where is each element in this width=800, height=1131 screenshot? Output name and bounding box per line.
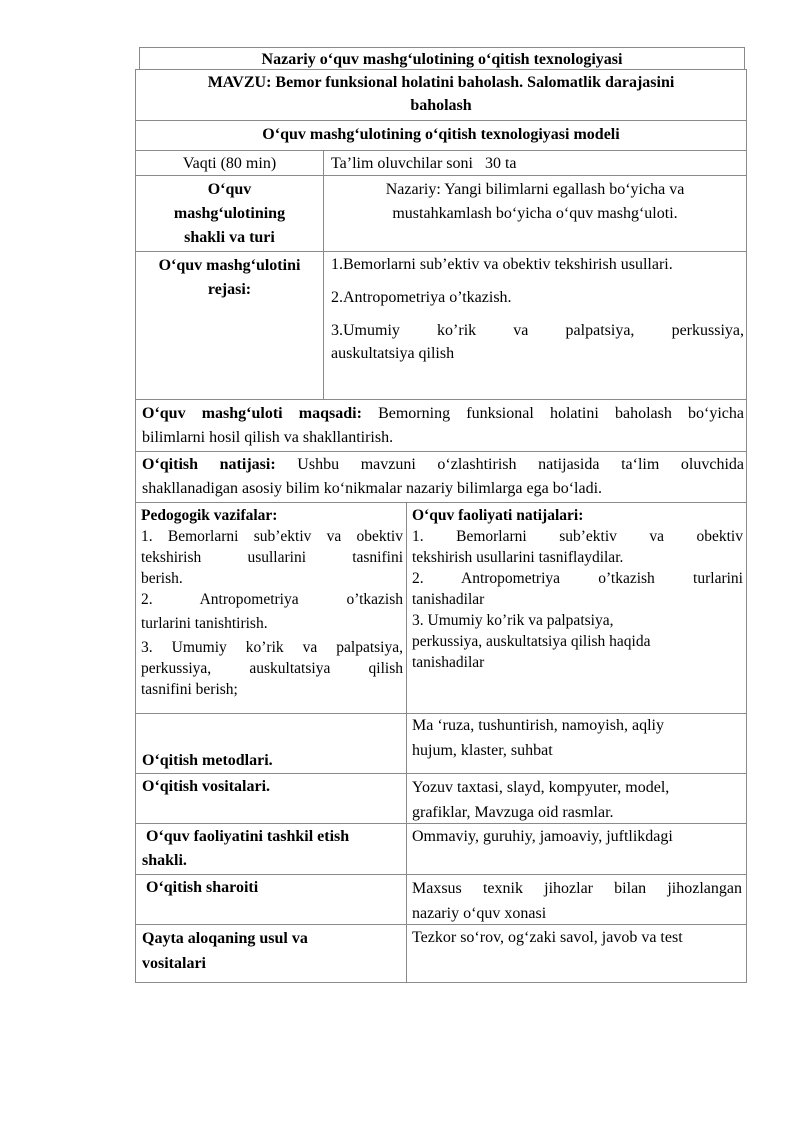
form-label-line: shakli va turi — [184, 229, 275, 246]
feedback-label — [142, 926, 404, 976]
plan-list — [331, 253, 744, 365]
model-title: O‘quv mashg‘ulotining o‘qitish texnologiyasi modeli — [262, 126, 620, 143]
form-value-line: mustahkamlash bo‘yicha o‘quv mashg‘uloti. — [392, 205, 678, 222]
table-border — [135, 874, 747, 875]
outcome-line: 2. Antropometriya o’tkazish turlarini — [412, 570, 743, 587]
time-label: Vaqti (80 min) — [182, 155, 277, 172]
form-value — [326, 178, 744, 226]
conditions-line: nazariy o‘quv xonasi — [412, 905, 547, 922]
table-border — [135, 502, 747, 503]
task-line: tekshirish usullarini tasnifini — [141, 549, 403, 566]
task-line: berish. — [141, 570, 183, 587]
task-line: turlarini tanishtirish. — [141, 615, 268, 632]
methods-value — [412, 713, 742, 763]
goal-row — [142, 402, 744, 450]
table-border — [135, 399, 747, 400]
table-border — [744, 47, 745, 69]
outcome-line: tanishadilar — [412, 591, 485, 608]
outcome-line: tanishadilar — [412, 654, 485, 671]
table-border — [135, 251, 747, 252]
tools-label: O‘qitish vositalari. — [142, 778, 271, 795]
result-row — [142, 453, 744, 501]
conditions-value — [412, 876, 742, 926]
plan-item: 1.Bemorlarni sub’ektiv va obektiv tekshirish usullari. — [331, 256, 673, 273]
conditions-label: O‘qitish sharoiti — [142, 879, 259, 896]
table-border — [135, 451, 747, 452]
form-label — [136, 178, 323, 250]
result-label: O‘qitish natijasi: — [142, 456, 276, 473]
organization-label-line: O‘quv faoliyatini tashkil etish — [142, 828, 350, 845]
goal-label: O‘quv mashg‘uloti maqsadi: — [142, 405, 362, 422]
feedback-value: Tezkor so‘rov, og‘zaki savol, javob va test — [412, 929, 683, 946]
result-text: Ushbu mavzuni o‘zlashtirish natijasida ta‘lim oluvchida — [275, 456, 745, 473]
form-label-line: mashg‘ulotining — [173, 205, 286, 222]
goal-line: bilimlarni hosil qilish va shakllantirish. — [142, 429, 394, 446]
table-border — [135, 120, 747, 121]
outcomes-title: O‘quv faoliyati natijalari: — [412, 507, 584, 524]
table-border — [746, 69, 747, 983]
organization-value: Ommaviy, guruhiy, jamoaviy, juftlikdagi — [412, 828, 673, 845]
methods-line: hujum, klaster, suhbat — [412, 742, 553, 759]
goal-text: Bemorning funksional holatini baholash bo‘yicha — [361, 405, 744, 422]
organization-label-line: shakli. — [142, 852, 187, 869]
task-line: 1. Bemorlarni sub’ektiv va obektiv — [141, 528, 403, 545]
goal-line — [142, 402, 744, 426]
organization-label — [142, 825, 404, 873]
form-value-line: Nazariy: Yangi bilimlarni egallash bo‘yicha va — [385, 181, 685, 198]
feedback-label-line: Qayta aloqaning usul va — [142, 930, 308, 947]
table-border — [135, 982, 747, 983]
topic-line: baholash — [410, 97, 472, 114]
outcome-line: tekshirish usullarini tasniflaydilar. — [412, 549, 624, 566]
pedagogical-tasks — [141, 505, 403, 700]
task-line: 3. Umumiy ko’rik va palpatsiya, — [141, 639, 403, 656]
plan-item: 3.Umumiy ko’rik va palpatsiya, perkussiya, — [331, 322, 744, 339]
plan-item: 2.Antropometriya o’tkazish. — [331, 289, 512, 306]
outcome-line: perkussiya, auskultatsiya qilish haqida — [412, 633, 651, 650]
methods-line: Ma ‘ruza, tushuntirish, namoyish, aqliy — [412, 717, 664, 734]
result-line — [142, 453, 744, 477]
students-count: Ta’lim oluvchilar soni 30 ta — [331, 155, 517, 172]
outcome-line: 1. Bemorlarni sub’ektiv va obektiv — [412, 528, 743, 545]
plan-label-line: O‘quv mashg‘ulotini — [158, 257, 301, 274]
table-border — [406, 502, 407, 983]
tools-value — [412, 775, 742, 825]
task-line: perkussiya, auskultatsiya qilish — [141, 660, 403, 677]
task-line: tasnifini berish; — [141, 681, 238, 698]
table-border — [135, 773, 747, 774]
table-border — [135, 175, 747, 176]
tools-line: Yozuv taxtasi, slayd, kompyuter, model, — [412, 779, 670, 796]
learning-outcomes — [412, 505, 743, 673]
result-line: shakllanadigan asosiy bilim ko‘nikmalar nazariy bilimlarga ega bo‘ladi. — [142, 480, 603, 497]
table-border — [323, 150, 324, 400]
tools-line: grafiklar, Mavzuga oid rasmlar. — [412, 804, 614, 821]
form-label-line: O‘quv — [207, 181, 252, 198]
feedback-label-line: vositalari — [142, 955, 206, 972]
plan-label — [136, 254, 323, 302]
conditions-line: Maxsus texnik jihozlar bilan jihozlangan — [412, 880, 742, 897]
tasks-title: Pedogogik vazifalar: — [141, 507, 278, 524]
outcome-line: 3. Umumiy ko’rik va palpatsiya, — [412, 612, 614, 629]
topic-heading — [140, 71, 742, 117]
task-line: 2. Antropometriya o’tkazish — [141, 591, 403, 608]
topic-line: MAVZU: Bemor funksional holatini baholash. Salomatlik darajasini — [207, 74, 675, 91]
page-title: Nazariy o‘quv mashg‘ulotining o‘qitish texnologiyasi — [261, 51, 623, 68]
methods-label: O‘qitish metodlari. — [142, 752, 273, 769]
plan-label-line: rejasi: — [207, 281, 252, 298]
plan-item: auskultatsiya qilish — [331, 345, 455, 362]
table-border — [135, 150, 747, 151]
